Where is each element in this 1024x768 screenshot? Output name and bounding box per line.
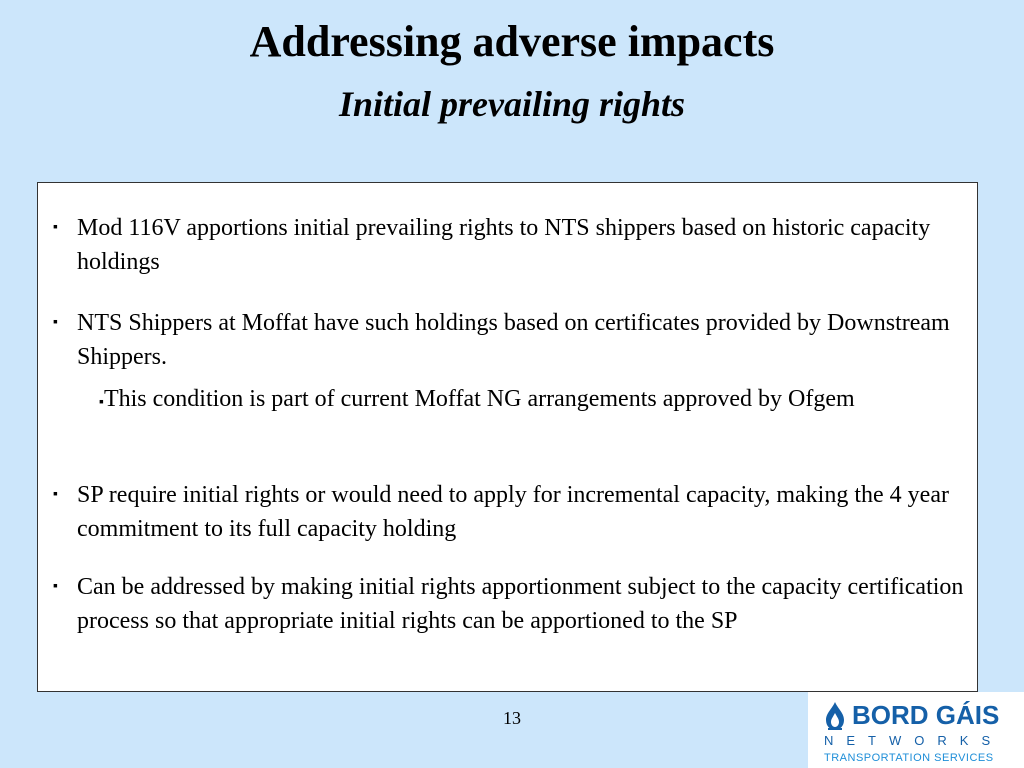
bullet-item: [53, 570, 967, 638]
sub-bullet-marker-icon: ▪: [99, 395, 104, 410]
bullet-marker-icon: ▪: [53, 220, 58, 235]
bullet-marker-icon: ▪: [53, 487, 58, 502]
bullet-marker-icon: ▪: [53, 315, 58, 330]
page-number: 13: [503, 708, 521, 728]
bullet-text: Can be addressed by making initial rights apportionment subject to the capacity certification process so that appropriate initial rights can be apportioned to the SP: [77, 574, 964, 634]
logo-brand-text: BORD GÁIS: [852, 700, 1000, 730]
slide-subtitle: Initial prevailing rights: [338, 84, 686, 124]
bullet-text: Mod 116V apportions initial prevailing rights to NTS shippers based on historic capacity holdings: [77, 215, 931, 275]
bullet-text: SP require initial rights or would need to apply for incremental capacity, making the 4 year commitment to its full capacity holding: [77, 482, 949, 542]
slide-title: Addressing adverse impacts: [249, 17, 775, 66]
content-panel: [37, 182, 978, 692]
sub-bullet-text: This condition is part of current Moffat NG arrangements approved by Ofgem: [103, 386, 855, 412]
bullet-text: NTS Shippers at Moffat have such holdings based on certificates provided by Downstream Shippers.: [77, 310, 950, 370]
bullet-item: [53, 211, 967, 279]
bullet-item: [53, 478, 967, 546]
bullet-item: [53, 306, 967, 374]
logo-services-text: TRANSPORTATION SERVICES: [824, 752, 994, 764]
sub-bullet-item: [99, 382, 949, 420]
bullet-marker-icon: ▪: [53, 579, 58, 594]
bord-gais-logo: [808, 692, 1024, 768]
flame-drop-icon: [824, 701, 846, 731]
logo-networks-text: NETWORKS: [824, 733, 1004, 748]
